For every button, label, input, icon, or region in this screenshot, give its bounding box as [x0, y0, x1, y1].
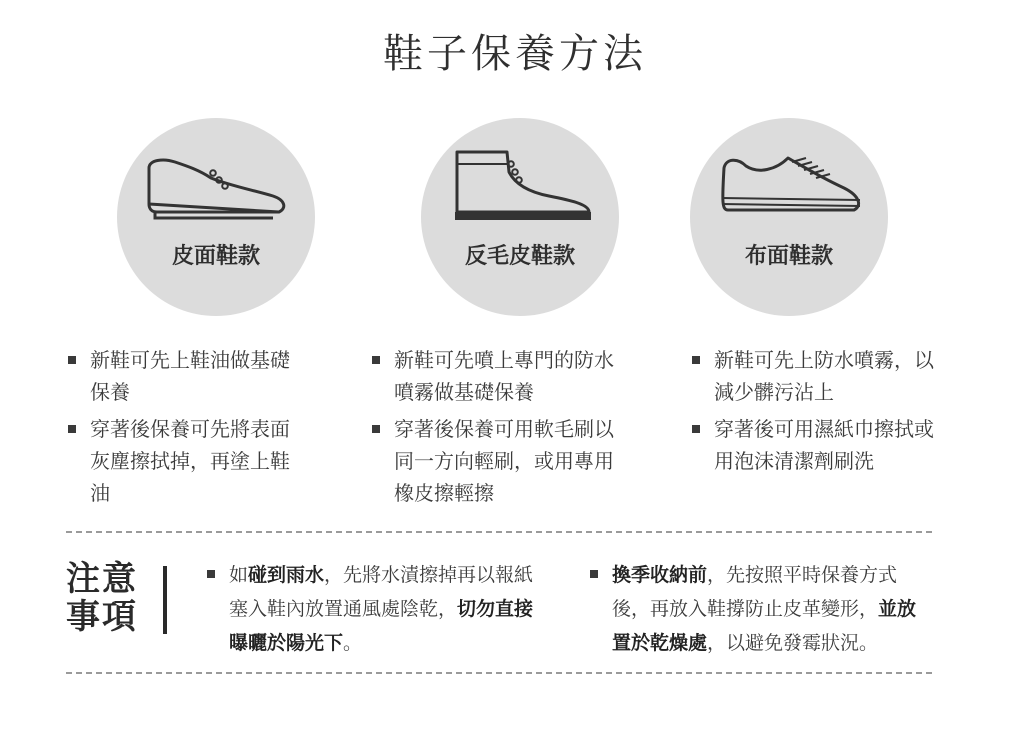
notice-item: 換季收納前，先按照平時保養方式後，再放入鞋撐防止皮革變形，並放置於乾燥處，以避免發霉狀況。: [588, 558, 934, 660]
leather-shoe-icon: [141, 148, 291, 228]
card-label: 皮面鞋款: [171, 244, 260, 269]
card-circle: [690, 118, 888, 316]
tips-list: [690, 344, 990, 477]
card-fabric: [690, 118, 990, 482]
sneaker-icon: [714, 148, 864, 228]
notice-heading: 注意事項: [66, 559, 138, 637]
card-label: 反毛皮鞋款: [464, 244, 575, 269]
list-item: 新鞋可先上鞋油做基礎保養: [66, 344, 290, 408]
suede-boot-icon: [445, 148, 595, 228]
card-circle: [421, 118, 619, 316]
card-circle: [117, 118, 315, 316]
list-item: 穿著後保養可先將表面灰塵擦拭掉，再塗上鞋油: [66, 413, 290, 509]
divider-top: [66, 531, 932, 533]
tips-list: [66, 344, 366, 509]
card-leather: [66, 118, 366, 514]
list-item: 穿著後保養可用軟毛刷以同一方向輕刷，或用專用橡皮擦輕擦: [370, 413, 616, 509]
list-item: 穿著後可用濕紙巾擦拭或用泡沫清潔劑刷洗: [690, 413, 936, 477]
divider-bottom: [66, 672, 932, 674]
list-item: 新鞋可先噴上專門的防水噴霧做基礎保養: [370, 344, 616, 408]
list-item: 新鞋可先上防水噴霧，以減少髒污沾上: [690, 344, 936, 408]
notice-item: 如碰到雨水，先將水漬擦掉再以報紙塞入鞋內放置通風處陰乾，切勿直接曝曬於陽光下。: [205, 558, 547, 660]
page-title: 鞋子保養方法: [383, 31, 647, 77]
card-label: 布面鞋款: [744, 244, 833, 269]
tips-list: [370, 344, 670, 509]
notice-divider: [163, 566, 167, 634]
card-suede: [370, 118, 670, 514]
